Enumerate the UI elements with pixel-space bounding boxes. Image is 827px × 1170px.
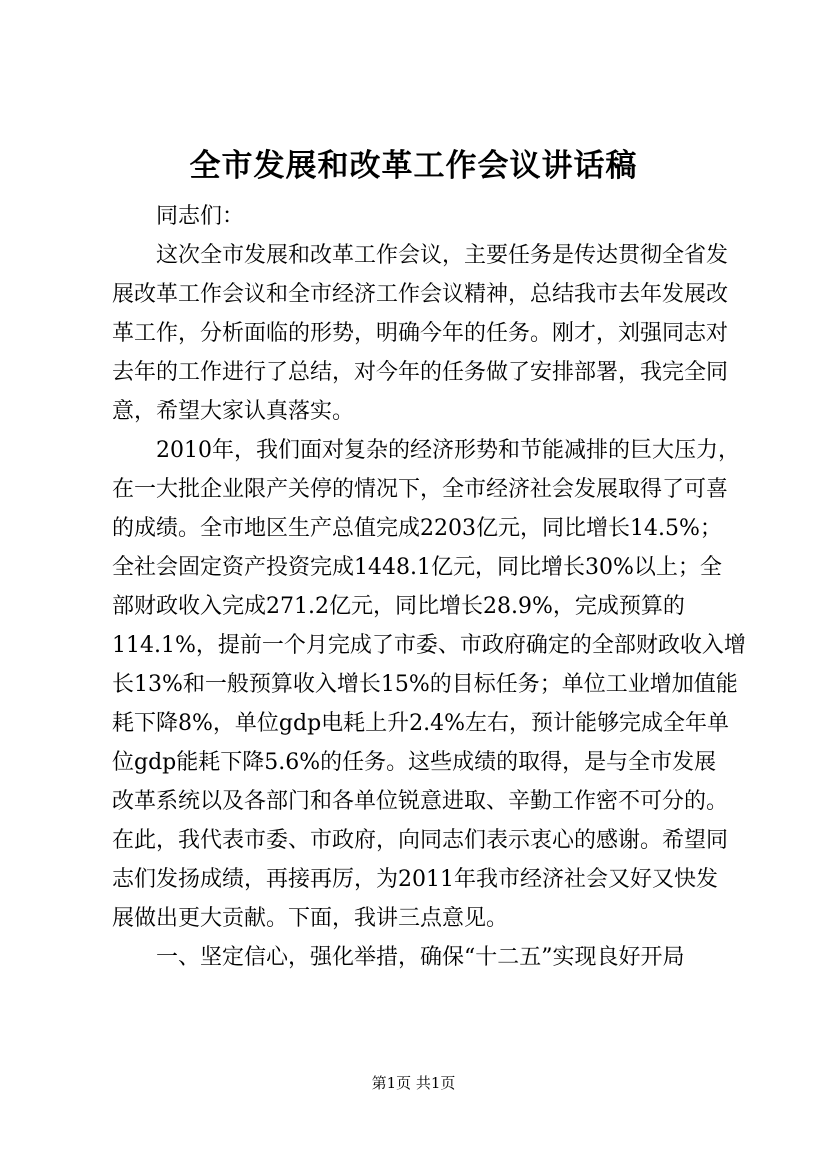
paragraph-2-line-11: 在此，我代表市委、市政府，向同志们表示衷心的感谢。希望同: [112, 828, 729, 853]
paragraph-2-line-2: 在一大批企业限产关停的情况下，全市经济社会发展取得了可喜: [112, 477, 729, 502]
paragraph-2-line-7: 长13%和一般预算收入增长15%的目标任务；单位工业增加值能: [112, 672, 738, 697]
paragraph-2-line-13: 展做出更大贡献。下面，我讲三点意见。: [112, 906, 509, 931]
paragraph-2-line-12: 志们发扬成绩，再接再厉，为2011年我市经济社会又好又快发: [112, 867, 718, 892]
salutation-line: 同志们：: [156, 204, 245, 229]
paragraph-1-line-3: 革工作，分析面临的形势，明确今年的任务。刚才，刘强同志对: [112, 321, 729, 346]
paragraph-2-line-5: 部财政收入完成271.2亿元，同比增长28.9%，完成预算的: [112, 594, 685, 619]
paragraph-2-line-9: 位gdp能耗下降5.6%的任务。这些成绩的取得，是与全市发展: [112, 750, 717, 775]
paragraph-1-line-1: 这次全市发展和改革工作会议，主要任务是传达贯彻全省发: [156, 243, 729, 268]
paragraph-1-line-5: 意，希望大家认真落实。: [112, 399, 355, 424]
paragraph-1-line-2: 展改革工作会议和全市经济工作会议精神，总结我市去年发展改: [112, 282, 729, 307]
document-title: 全市发展和改革工作会议讲话稿: [189, 148, 638, 184]
paragraph-2-line-1: 2010年，我们面对复杂的经济形势和节能减排的巨大压力，: [156, 438, 740, 463]
paragraph-2-line-10: 改革系统以及各部门和各单位锐意进取、辛勤工作密不可分的。: [112, 789, 729, 814]
paragraph-2-line-3: 的成绩。全市地区生产总值完成2203亿元，同比增长14.5%；: [112, 516, 722, 541]
paragraph-2-line-8: 耗下降8%，单位gdp电耗上升2.4%左右，预计能够完成全年单: [112, 711, 730, 736]
paragraph-2-line-6: 114.1%，提前一个月完成了市委、市政府确定的全部财政收入增: [112, 633, 746, 658]
page-number-footer: 第1页 共1页: [371, 1074, 456, 1092]
paragraph-1-line-4: 去年的工作进行了总结，对今年的任务做了安排部署，我完全同: [112, 360, 729, 385]
section-heading-1: 一、坚定信心，强化举措，确保“十二五”实现良好开局: [156, 945, 685, 970]
document-body: [112, 197, 746, 977]
paragraph-2-line-4: 全社会固定资产投资完成1448.1亿元，同比增长30%以上；全: [112, 555, 722, 580]
